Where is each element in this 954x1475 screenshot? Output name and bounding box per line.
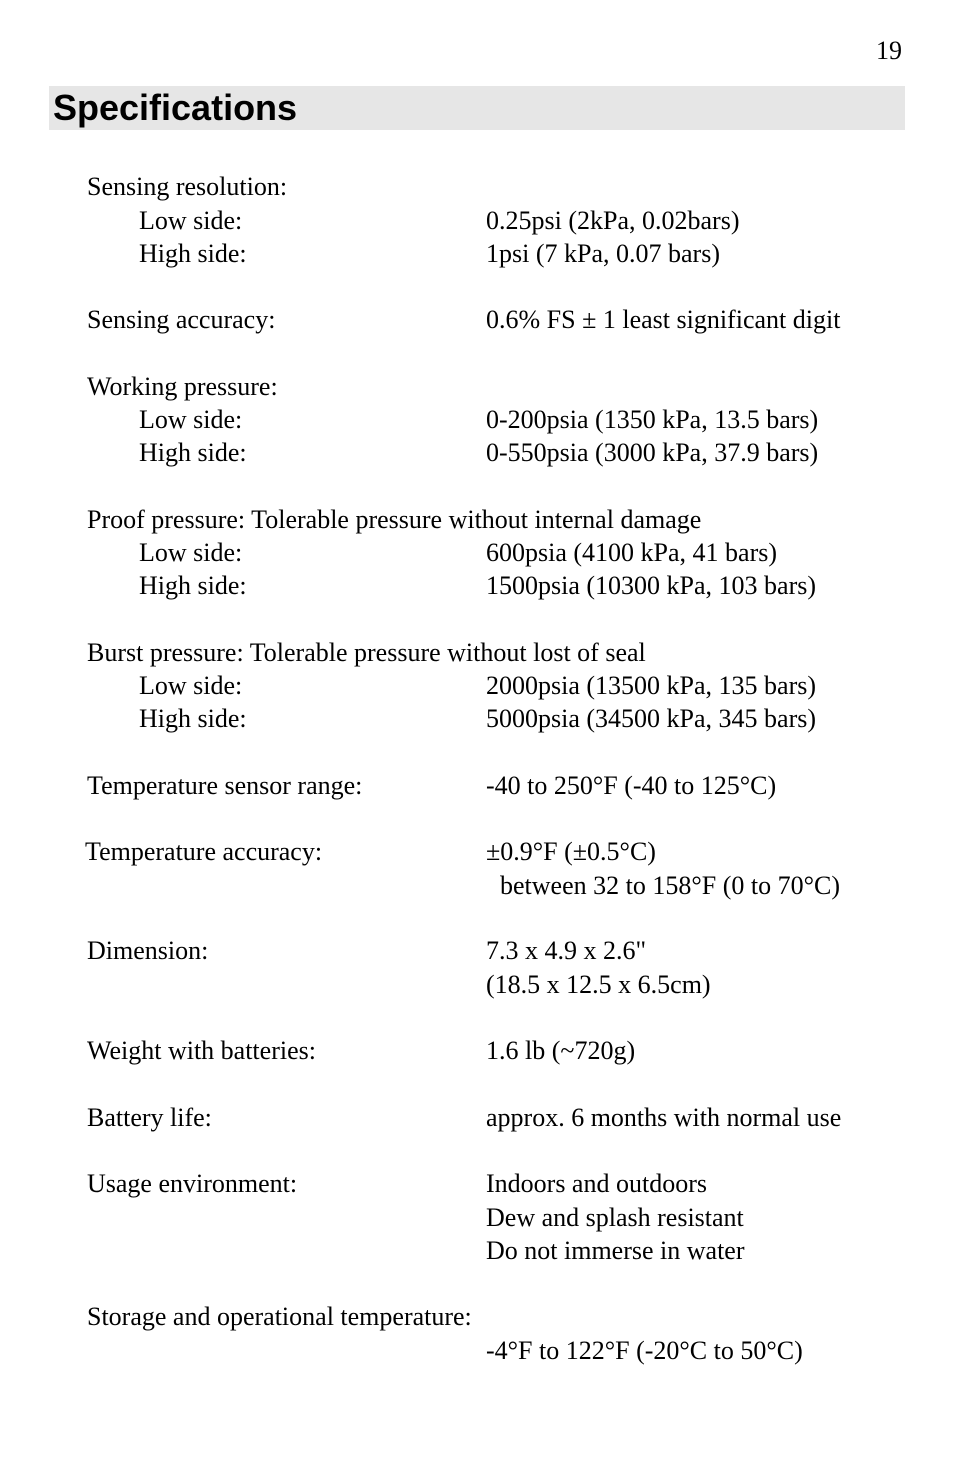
usage-environment-value-1: Indoors and outdoors bbox=[486, 1169, 707, 1198]
sensing-resolution-high-value: 1psi (7 kPa, 0.07 bars) bbox=[486, 239, 720, 268]
burst-pressure-low-value: 2000psia (13500 kPa, 135 bars) bbox=[486, 671, 817, 700]
sensing-accuracy-label: Sensing accuracy: bbox=[87, 305, 276, 334]
burst-pressure-low-label: Low side: bbox=[139, 671, 243, 700]
proof-pressure-high-label: High side: bbox=[139, 571, 247, 600]
storage-temperature-label: Storage and operational temperature: bbox=[87, 1302, 472, 1331]
section-header bbox=[49, 86, 905, 130]
battery-life-value: approx. 6 months with normal use bbox=[486, 1103, 842, 1132]
proof-pressure-low-label: Low side: bbox=[139, 538, 243, 567]
proof-pressure-label: Proof pressure: Tolerable pressure without internal damage bbox=[87, 505, 702, 534]
dimension-label: Dimension: bbox=[87, 936, 209, 965]
battery-life-label: Battery life: bbox=[87, 1103, 212, 1132]
working-pressure-high-label: High side: bbox=[139, 438, 247, 467]
sensing-resolution-low-label: Low side: bbox=[139, 206, 243, 235]
proof-pressure-high-value: 1500psia (10300 kPa, 103 bars) bbox=[486, 571, 817, 600]
sensing-resolution-label: Sensing resolution: bbox=[87, 172, 288, 201]
burst-pressure-high-label: High side: bbox=[139, 704, 247, 733]
proof-pressure-low-value: 600psia (4100 kPa, 41 bars) bbox=[486, 538, 778, 567]
burst-pressure-label: Burst pressure: Tolerable pressure without lost of seal bbox=[87, 638, 646, 667]
dimension-value-cm: (18.5 x 12.5 x 6.5cm) bbox=[486, 970, 711, 999]
working-pressure-low-label: Low side: bbox=[139, 405, 243, 434]
dimension-value-inches: 7.3 x 4.9 x 2.6" bbox=[486, 936, 647, 965]
usage-environment-label: Usage environment: bbox=[87, 1169, 298, 1198]
temperature-accuracy-range: between 32 to 158°F (0 to 70°C) bbox=[500, 871, 840, 900]
usage-environment-value-3: Do not immerse in water bbox=[486, 1236, 745, 1265]
working-pressure-high-value: 0-550psia (3000 kPa, 37.9 bars) bbox=[486, 438, 819, 467]
temperature-sensor-range-value: -40 to 250°F (-40 to 125°C) bbox=[486, 771, 777, 800]
storage-temperature-value: -4°F to 122°F (-20°C to 50°C) bbox=[486, 1336, 803, 1365]
usage-environment-value-2: Dew and splash resistant bbox=[486, 1203, 744, 1232]
temperature-accuracy-value: ±0.9°F (±0.5°C) bbox=[486, 837, 656, 866]
temperature-sensor-range-label: Temperature sensor range: bbox=[87, 771, 363, 800]
weight-value: 1.6 lb (~720g) bbox=[486, 1036, 636, 1065]
temperature-accuracy-label: Temperature accuracy: bbox=[85, 837, 323, 866]
working-pressure-label: Working pressure: bbox=[87, 372, 278, 401]
page-number: 19 bbox=[876, 36, 902, 65]
page-title: Specifications bbox=[53, 87, 298, 128]
working-pressure-low-value: 0-200psia (1350 kPa, 13.5 bars) bbox=[486, 405, 819, 434]
sensing-resolution-high-label: High side: bbox=[139, 239, 247, 268]
weight-label: Weight with batteries: bbox=[87, 1036, 316, 1065]
sensing-resolution-low-value: 0.25psi (2kPa, 0.02bars) bbox=[486, 206, 740, 235]
sensing-accuracy-value: 0.6% FS ± 1 least significant digit bbox=[486, 305, 841, 334]
burst-pressure-high-value: 5000psia (34500 kPa, 345 bars) bbox=[486, 704, 817, 733]
